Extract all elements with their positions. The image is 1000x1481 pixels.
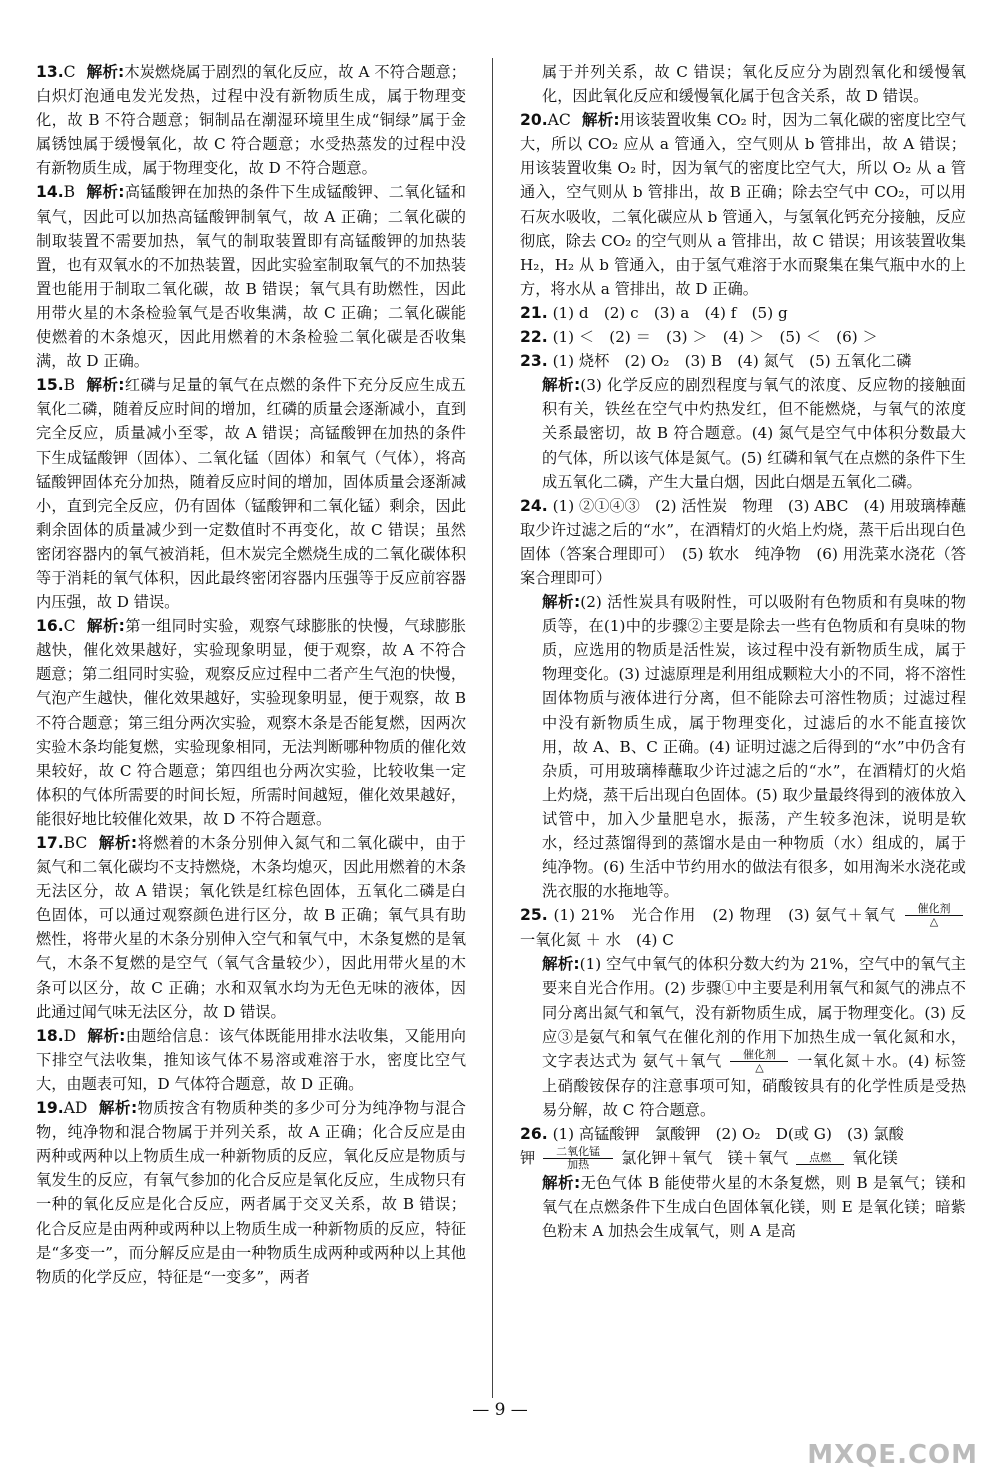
reaction-arrow bbox=[905, 903, 963, 928]
analysis-23 bbox=[520, 373, 966, 493]
question-number: 21. bbox=[520, 303, 548, 322]
question-number: 26. bbox=[520, 1124, 548, 1143]
analysis-text: 由题给信息：该气体既能用排水法收集，又能用向下排空气法收集，推知该气体不易溶或难溶于水，密度比空气大，由题表可知，D 气体符合题意，故 D 正确。 bbox=[36, 1026, 466, 1093]
analysis-text: 用该装置收集 CO₂ 时，因为二氧化碳的密度比空气大，所以 CO₂ 应从 a 管通入，空气则从 b 管排出，故 A 错误；用该装置收集 O₂ 时，因为氧气的密度比空气大，所以 O₂ 从 a 管通入，空气则从 b 管排出，故 B 正确；除去空气中 CO₂，可以用石灰水吸收，二氧化碳应从 b 管通入，与氢氧化钙充分接触，反应彻底，除去 CO₂ 的空气则从 a 管排出，故 C 错误；用该装置收集 H₂，H₂ 从 b 管通入，由于氢气难溶于水而聚集在集气瓶中水的上方，将水从 a 管排出，故 D 正确。 bbox=[520, 111, 966, 298]
analysis-label: 解析: bbox=[542, 593, 581, 612]
answer-13 bbox=[36, 60, 466, 180]
equation-products: 氯化钾＋氧气 镁＋氧气 bbox=[621, 1149, 789, 1168]
right-column bbox=[520, 60, 966, 1243]
answer-text: (1) d (2) c (3) a (4) f (5) g bbox=[552, 303, 788, 322]
catalyst-label: 催化剂 bbox=[917, 902, 951, 916]
page-number: — 9 — bbox=[472, 1400, 528, 1420]
analysis-text: 第一组同时实验，观察气球膨胀的快慢，气球膨胀越快，催化效果越好，实验现象明显，便于观察，故 A 不符合题意；第二组同时实验，观察反应过程中二者产生气泡的快慢，气泡产生越快，催化效果越好，实验现象明显，便于观察，故 B 不符合题意；第三组分两次实验，观察木条是否能复燃，因两次实验木条均能复燃，实验现象相同，无法判断哪种物质的催化效果较好，故 C 符合题意；第四组也分两次实验，比较收集一定体积的气体所需要的时间长短，所需时间越短，催化效果越好，能很好地比较催化效果，故 D 不符合题意。 bbox=[36, 617, 466, 828]
analysis-text: 将燃着的木条分别伸入氮气和二氧化碳中，由于氮气和二氧化碳均不支持燃烧，木条均熄灭，因此用燃着的木条无法区分，故 A 错误；氧化铁是红棕色固体，五氧化二磷是白色固体，可以通过观察颜色进行区分，故 B 正确；氧气具有助燃性，将带火星的木条分别伸入空气和氧气中，木条复燃的是氧气，木条不复燃的是空气（氧气含量较少），因此用带火星的木条可以区分，故 C 正确；水和双氧水均为无色无味的液体，因此通过闻气味无法区分，故 D 错误。 bbox=[36, 834, 466, 1021]
analysis-label: 解析: bbox=[86, 183, 125, 202]
analysis-text: (2) 活性炭具有吸附性，可以吸附有色物质和有臭味的物质等，在(1)中的步骤②主要是除去一些有色物质和有臭味的物质，应选用的物质是活性炭，该过程中没有新物质生成，属于物理变化。(3) 过滤原理是利用组成颗粒大小的不同，将不溶性固体物质与液体进行分离，但不能除去可溶性物质；过滤过程中没有新物质生成，属于物理变化，过滤后的水不能直接饮用，故 A、B、C 正确。(4) 证明过滤之后得到的“水”中仍含有杂质，可用玻璃棒蘸取少许过滤之后的“水”，在酒精灯的火焰上灼烧，蒸干后出现白色固体。(5) 取少量最终得到的液体放入试管中，加入少量肥皂水，振荡，产生较多泡沫，说明是软水，经过蒸馏得到的蒸馏水是由一种物质（水）组成的，属于纯净物。(6) 生活中节约用水的做法有很多，如用淘米水浇花或洗衣服的水拖地等。 bbox=[542, 593, 966, 901]
answer-14 bbox=[36, 180, 466, 373]
answer-18 bbox=[36, 1024, 466, 1096]
answer-choice: BC bbox=[63, 834, 88, 852]
question-number: 13. bbox=[36, 63, 64, 81]
answer-24 bbox=[520, 494, 966, 590]
analysis-text: 物质按含有物质种类的多少可分为纯净物与混合物，纯净物和混合物属于并列关系，故 A 正确；化合反应是由两种或两种以上物质生成一种新物质的反应，氧化反应是物质与氧发生的反应，有氧气参加的化合反应是氧化反应，生成物只有一种的氧化反应是化合反应，两者属于交叉关系，故 B 错误；化合反应是由两种或两种以上物质生成一种新物质的反应，特征是“多变一”，而分解反应是由一种物质生成两种或两种以上其他物质的化学反应，特征是“一变多”，两者 bbox=[36, 1099, 466, 1286]
analysis-label: 解析: bbox=[86, 617, 125, 636]
analysis-25 bbox=[520, 952, 966, 1122]
equation-reactants: 氨气＋氧气 bbox=[642, 1051, 722, 1070]
heat-symbol: △ bbox=[929, 915, 939, 929]
analysis-label: 解析: bbox=[581, 111, 620, 130]
watermark: MXQE.COM bbox=[807, 1440, 978, 1470]
column-divider bbox=[492, 58, 493, 1398]
analysis-label: 解析: bbox=[98, 834, 138, 852]
answer-26 bbox=[520, 1122, 966, 1146]
analysis-text: 属于并列关系，故 C 错误；氧化反应分为剧烈氧化和缓慢氧化，因此氧化反应和缓慢氧化属于包含关系，故 D 错误。 bbox=[542, 63, 966, 106]
equation-product: 氧化镁 bbox=[852, 1149, 898, 1168]
answer-choice: AD bbox=[63, 1099, 88, 1118]
question-number: 14. bbox=[36, 183, 64, 202]
answer-text: (1) 21% 光合作用 (2) 物理 (3) 氨气＋氧气 bbox=[553, 906, 897, 925]
analysis-text: 高锰酸钾在加热的条件下生成锰酸钾、二氧化锰和氧气，因此可以加热高锰酸钾制氧气，故 A 正确；二氧化碳的制取装置不需要加热，氧气的制取装置即有高锰酸钾的加热装置，也有双氧水的不加热装置，因此实验室制取氧气的不加热装置也能用于制取二氧化碳，故 B 错误；氧气具有助燃性，因此用带火星的木条检验氧气是否收集满，故 C 正确；二氧化碳能使燃着的木条熄灭，因此用燃着的木条检验二氧化碳是否收集满，故 D 正确。 bbox=[36, 183, 466, 371]
answer-23 bbox=[520, 349, 966, 373]
answer-20 bbox=[520, 108, 966, 301]
answer-text: (1) 烧杯 (2) O₂ (3) B (4) 氮气 (5) 五氧化二磷 bbox=[552, 352, 912, 371]
answer-text: (1) 高锰酸钾 氯酸钾 (2) O₂ D(或 G) (3) 氯酸 bbox=[552, 1124, 904, 1143]
analysis-label: 解析: bbox=[86, 376, 125, 395]
answer-17 bbox=[36, 831, 466, 1024]
question-number: 16. bbox=[36, 617, 64, 636]
answer-15 bbox=[36, 373, 466, 614]
heat-symbol: △ bbox=[755, 1060, 764, 1074]
analysis-label: 解析: bbox=[542, 955, 580, 974]
answer-choice: B bbox=[63, 183, 76, 202]
question-number: 18. bbox=[36, 1026, 64, 1045]
question-number: 25. bbox=[520, 906, 548, 925]
analysis-label: 解析: bbox=[98, 1099, 138, 1118]
analysis-label: 解析: bbox=[87, 1026, 126, 1045]
answer-choice: D bbox=[63, 1026, 77, 1045]
answer-22 bbox=[520, 325, 966, 349]
answer-26-equations bbox=[520, 1146, 966, 1171]
analysis-label: 解析: bbox=[86, 63, 125, 81]
question-number: 17. bbox=[36, 834, 64, 852]
answer-choice: AC bbox=[547, 111, 571, 130]
answer-choice: C bbox=[63, 63, 76, 81]
analysis-text: (3) 化学反应的剧烈程度与氧气的浓度、反应物的接触面积有关，铁丝在空气中灼热发红，但不能燃烧，与氧气的浓度关系最密切，故 B 符合题意。(4) 氮气是空气中体积分数最大的气体，所以该气体是氮气。(5) 红磷和氧气在点燃的条件下生成五氧化二磷，产生大量白烟，因此白烟是五氧化二磷。 bbox=[542, 376, 966, 491]
answer-16 bbox=[36, 614, 466, 831]
answer-text: 一氧化氮 ＋ 水 (4) C bbox=[520, 931, 674, 950]
catalyst-label: 二氧化锰 bbox=[556, 1145, 601, 1159]
reaction-arrow bbox=[543, 1146, 613, 1171]
answer-19 bbox=[36, 1096, 466, 1289]
answer-text: (1) ②①④③ (2) 活性炭 物理 (3) ABC (4) 用玻璃棒蘸取少许过滤之后的“水”，在酒精灯的火焰上灼烧，蒸干后出现白色固体（答案合理即可） (5) 软水 纯净物 (6) 用洗菜水浇花（答案合理即可） bbox=[520, 496, 966, 587]
catalyst-label: 催化剂 bbox=[742, 1047, 776, 1061]
analysis-text: 木炭燃烧属于剧烈的氧化反应，故 A 不符合题意；白炽灯泡通电发光发热，过程中没有新物质生成，属于物理变化，故 B 不符合题意；铜制品在潮湿环境里生成“铜绿”属于金属锈蚀属于缓慢氧化，故 C 符合题意；水受热蒸发的过程中没有新物质生成，属于物理变化，故 D 不符合题意。 bbox=[36, 63, 466, 178]
question-number: 15. bbox=[36, 376, 64, 395]
answer-19-continued bbox=[520, 60, 966, 108]
analysis-label: 解析: bbox=[542, 1174, 581, 1193]
question-number: 19. bbox=[36, 1099, 64, 1118]
answer-25 bbox=[520, 903, 966, 952]
question-number: 20. bbox=[520, 111, 548, 130]
answer-choice: B bbox=[63, 376, 76, 395]
reaction-arrow bbox=[730, 1049, 788, 1074]
answer-21 bbox=[520, 301, 966, 325]
analysis-label: 解析: bbox=[542, 376, 581, 395]
analysis-26 bbox=[520, 1171, 966, 1243]
condition-label: 点燃 bbox=[809, 1151, 832, 1165]
arrow-line bbox=[796, 1164, 844, 1165]
analysis-24 bbox=[520, 590, 966, 903]
question-number: 24. bbox=[520, 496, 548, 515]
question-number: 23. bbox=[520, 352, 548, 371]
analysis-text: 无色气体 B 能使带火星的木条复燃，则 B 是氧气；镁和氧气在点燃条件下生成白色固体氧化镁，则 E 是氧化镁；暗紫色粉末 A 加热会生成氧气，则 A 是高 bbox=[542, 1174, 966, 1241]
reaction-arrow bbox=[796, 1152, 844, 1165]
question-number: 22. bbox=[520, 328, 548, 347]
analysis-text: 红磷与足量的氧气在点燃的条件下充分反应生成五氧化二磷，随着反应时间的增加，红磷的质量会逐渐减小，直到完全反应，质量减小至零，故 A 错误；高锰酸钾在加热的条件下生成锰酸钾（固体）、二氧化锰（固体）和氧气（气体），将高锰酸钾固体充分加热，随着反应时间的增加，固体质量会逐渐减小，直到完全反应，仍有固体（锰酸钾和二氧化锰）剩余，因此剩余固体的质量减少到一定数值时不再变化，故 C 错误；虽然密闭容器内的氧气被消耗，但木炭完全燃烧生成的二氧化碳体积等于消耗的氧气体积，因此最终密闭容器内压强等于反应前容器内压强，故 D 错误。 bbox=[36, 376, 466, 612]
condition-label: 加热 bbox=[567, 1158, 590, 1172]
equation-reactant: 钾 bbox=[520, 1149, 536, 1168]
answer-choice: C bbox=[63, 617, 76, 636]
answer-text: (1) ＜ (2) ＝ (3) ＞ (4) ＞ (5) ＜ (6) ＞ bbox=[552, 328, 878, 347]
analysis-text: (1) 空气中氧气的体积分数大约为 21%，空气中的氧气主要来自光合作用。(2) 步骤①中主要是利用氧气和氮气的沸点不同分离出氮气和氧气，没有新物质生成，属于物理变化。(3) 反应③是氨气和氧气在催化剂的作用下加热生成一氧化氮和水，文字表达式为 bbox=[542, 955, 966, 1070]
left-column bbox=[36, 60, 466, 1289]
analysis-text: 一氧化氮＋水。(4) 标签上硝酸铵保存的注意事项可知，硝酸铵具有的化学性质是受热易分解，故 C 符合题意。 bbox=[542, 1051, 966, 1119]
